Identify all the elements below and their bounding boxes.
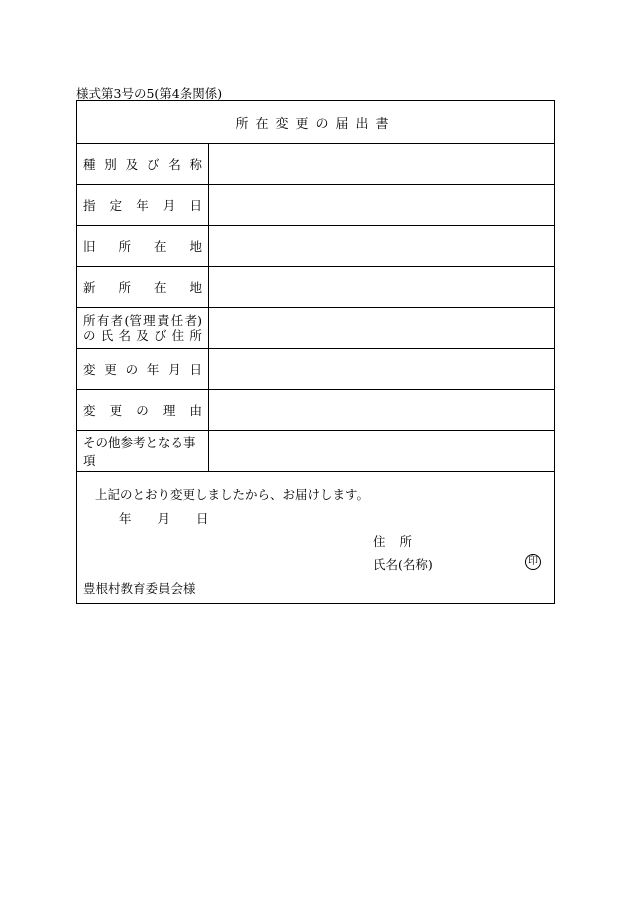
row-label: 旧 所 在 地 (83, 239, 202, 254)
form-row-owner (77, 308, 554, 349)
row-label: その他参考となる事項 (83, 435, 196, 468)
form-field-old-location[interactable] (209, 226, 554, 266)
form-row-new-location (77, 267, 554, 308)
form-field-designation-date[interactable] (209, 185, 554, 225)
form-field-owner[interactable] (209, 308, 554, 348)
form-field-change-date[interactable] (209, 349, 554, 389)
form-title: 所在変更の届出書 (77, 101, 554, 144)
form-field-other-notes[interactable] (209, 431, 554, 471)
form-field-change-reason[interactable] (209, 390, 554, 430)
addressee: 豊根村教育委員会様 (83, 581, 196, 596)
row-label: 新 所 在 地 (83, 280, 202, 295)
date-line: 年 月 日 (119, 511, 209, 526)
form-row-change-reason (77, 390, 554, 431)
form-row-other-notes (77, 431, 554, 472)
row-label: 種 別 及 び 名 称 (83, 157, 202, 172)
row-label: 変 更 の 年 月 日 (83, 362, 202, 377)
name-label: 氏名(名称) (373, 557, 433, 572)
notice-text: 上記のとおり変更しましたから、お届けします。 (95, 487, 370, 502)
form-footer (77, 472, 554, 605)
seal-icon: 印 (525, 554, 541, 570)
row-label: 変 更 の 理 由 (83, 403, 202, 418)
form-row-old-location (77, 226, 554, 267)
address-label: 住 所 (373, 534, 413, 549)
row-label: 所 有 者 (管 理 責 任 者) の 氏 名 及 び 住 所 (83, 313, 202, 343)
form-number-label: 様式第3号の5(第4条関係) (76, 86, 223, 101)
form-field-type-and-name[interactable] (209, 144, 554, 184)
notification-form (76, 100, 555, 604)
form-row-change-date (77, 349, 554, 390)
form-row-type-and-name (77, 144, 554, 185)
form-field-new-location[interactable] (209, 267, 554, 307)
row-label: 指 定 年 月 日 (83, 198, 202, 213)
form-row-designation-date (77, 185, 554, 226)
